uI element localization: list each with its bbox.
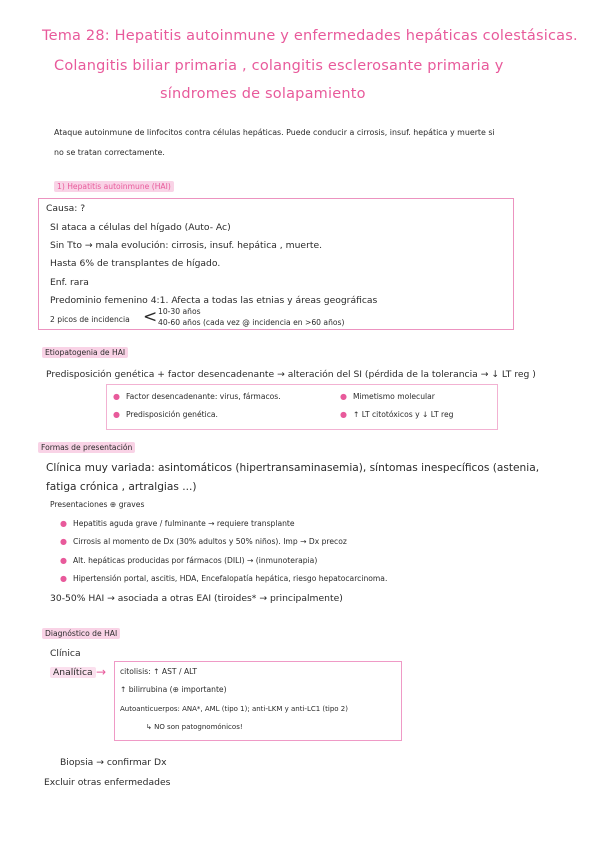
diag-item-1: citolisis: ↑ AST / ALT [120, 667, 197, 676]
title-line-1: Tema 28: Hepatitis autoinmune y enfermedades hepáticas colestásicas. [42, 28, 578, 44]
hai-heading [54, 183, 174, 192]
etio-right-1-text: Mimetismo molecular [352, 392, 435, 401]
etio-right-2-text: ↑ LT citotóxicos y ↓ LT reg [352, 410, 454, 419]
etio-left-1 [113, 392, 281, 402]
diag-heading [42, 630, 120, 639]
bullet-icon: ● [113, 410, 120, 419]
diag-item-2: ↑ bilirrubina (⊕ importante) [120, 685, 227, 694]
etio-heading-text: Etiopatogenia de HAI [42, 347, 128, 358]
bullet-icon: ● [340, 410, 347, 419]
diag-clinica: Clínica [50, 648, 81, 659]
formas-line-1: Clínica muy variada: asintomáticos (hipertransaminasemia), síntomas inespecíficos (astenia, [46, 462, 540, 474]
hai-item-female: Predominio femenino 4:1. Afecta a todas las etnias y áreas geográficas [50, 295, 378, 306]
bullet-icon: ● [60, 556, 67, 565]
arrow-icon: → [96, 665, 107, 679]
diag-excluir: Excluir otras enfermedades [44, 777, 171, 788]
bullet-icon: ● [60, 519, 67, 528]
diag-analitica-text: Analítica [50, 667, 96, 678]
etio-left-2-text: Predisposición genética. [125, 410, 218, 419]
diag-item-4: ↳ NO son patognomónicos! [146, 723, 243, 731]
hai-peaks-label: 2 picos de incidencia [50, 315, 130, 324]
diag-biopsia: Biopsia → confirmar Dx [60, 757, 167, 768]
formas-bullet-1-text: Hepatitis aguda grave / fulminante → requiere transplante [72, 519, 295, 528]
formas-line-2: fatiga crónica , artralgias ...) [46, 481, 197, 493]
diag-analitica [50, 667, 96, 678]
formas-bullet-2-text: Cirrosis al momento de Dx (30% adultos y 50% niños). Imp → Dx precoz [72, 537, 347, 546]
etio-heading [42, 349, 128, 358]
etio-right-1 [340, 392, 435, 402]
intro-line-2: no se tratan correctamente. [54, 148, 165, 157]
hai-peak-2: 40-60 años (cada vez @ incidencia en >60 años) [158, 318, 345, 327]
bullet-icon: ● [113, 392, 120, 401]
hai-item-cause: Causa: ? [46, 203, 86, 214]
brace-icon: < [143, 307, 158, 327]
formas-bullet-4-text: Hipertensión portal, ascitis, HDA, Encefalopatía hepática, riesgo hepatocarcinoma. [72, 574, 388, 583]
hai-item-attack: SI ataca a células del hígado (Auto- Ac) [50, 222, 231, 233]
hai-heading-text: 1) Hepatitis autoinmune (HAI) [54, 181, 174, 192]
formas-sub: Presentaciones ⊕ graves [50, 500, 145, 509]
hai-peak-1: 10-30 años [158, 307, 201, 316]
etio-line: Predisposición genética + factor desencadenante → alteración del SI (pérdida de la tolerancia → ↓ LT reg ) [46, 369, 536, 380]
etio-right-2 [340, 410, 453, 420]
formas-heading [38, 444, 135, 453]
formas-heading-text: Formas de presentación [38, 442, 135, 453]
title-line-3: síndromes de solapamiento [160, 86, 366, 102]
formas-last: 30-50% HAI → asociada a otras EAI (tiroides* → principalmente) [50, 593, 343, 604]
formas-bullet-2 [60, 537, 347, 547]
intro-line-1: Ataque autoinmune de linfocitos contra células hepáticas. Puede conducir a cirrosis, insuf. hepática y muerte si [54, 128, 495, 137]
diag-item-3: Autoanticuerpos: ANA*, AML (tipo 1); anti-LKM y anti-LC1 (tipo 2) [120, 705, 348, 713]
bullet-icon: ● [340, 392, 347, 401]
formas-bullet-3-text: Alt. hepáticas producidas por fármacos (DILI) → (inmunoterapia) [72, 556, 318, 565]
bullet-icon: ● [60, 574, 67, 583]
bullet-icon: ● [60, 537, 67, 546]
etio-left-2 [113, 410, 218, 420]
etio-box [106, 384, 498, 430]
formas-bullet-3 [60, 556, 317, 566]
title-line-2: Colangitis biliar primaria , colangitis esclerosante primaria y [54, 58, 504, 74]
formas-bullet-1 [60, 519, 295, 529]
etio-left-1-text: Factor desencadenante: virus, fármacos. [125, 392, 281, 401]
diag-heading-text: Diagnóstico de HAI [42, 628, 120, 639]
hai-item-evolution: Sin Tto → mala evolución: cirrosis, insuf. hepática , muerte. [50, 240, 323, 251]
hai-item-transplant: Hasta 6% de transplantes de hígado. [50, 258, 221, 269]
formas-bullet-4 [60, 574, 387, 584]
hai-item-rare: Enf. rara [50, 277, 89, 288]
